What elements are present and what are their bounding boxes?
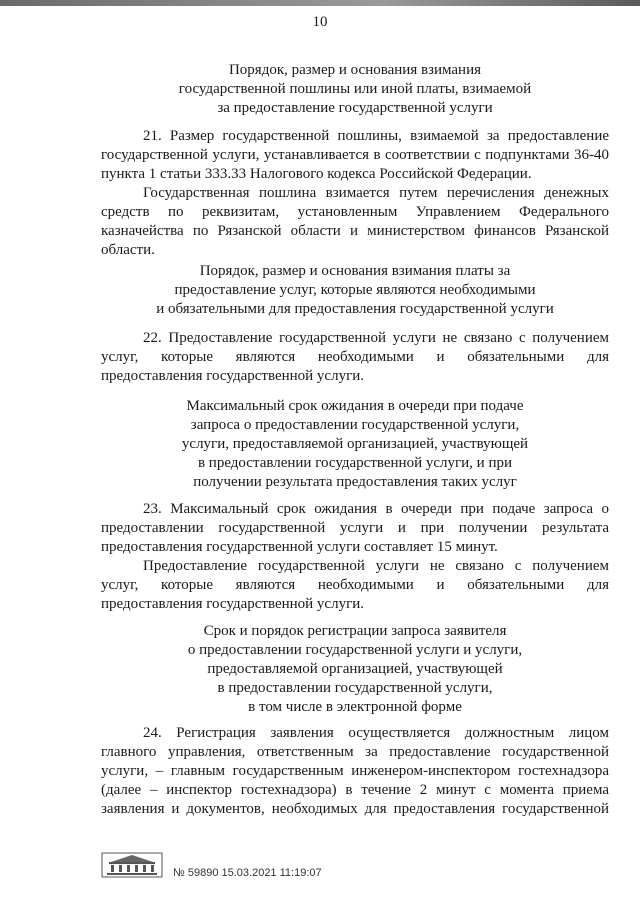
- section-heading: [100, 397, 610, 492]
- heading-line: Максимальный срок ожидания в очереди при подаче: [186, 398, 524, 414]
- document-footer: [101, 852, 401, 882]
- text-line: пункта 1 статьи 333.33 Налогового кодекса Российской Федерации.: [101, 166, 532, 182]
- scan-edge: [0, 0, 640, 6]
- text-line: казначейства по Рязанской области и министерством финансов Рязанской: [101, 223, 609, 239]
- heading-line: Порядок, размер и основания взимания платы за: [199, 263, 511, 279]
- heading-line: Срок и порядок регистрации запроса заявителя: [203, 623, 507, 639]
- paragraph-24: [101, 724, 609, 819]
- paragraph-21: [101, 127, 609, 260]
- text-line: области.: [101, 242, 155, 258]
- paragraph-23: [101, 500, 609, 614]
- heading-line: предоставляемой организацией, участвующей: [207, 661, 503, 677]
- text-line: главного управления, ответственным за предоставление государственной: [101, 744, 609, 760]
- text-line: 22. Предоставление государственной услуги не связано с получением: [143, 330, 609, 346]
- page-number: 10: [312, 14, 328, 30]
- text-line: заявления и документов, необходимых для предоставления государственной: [101, 801, 609, 817]
- heading-line: запроса о предоставлении государственной услуги,: [190, 417, 520, 433]
- text-line: предоставления государственной услуги.: [101, 368, 365, 384]
- heading-line: и обязательными для предоставления государственной услуги: [156, 301, 554, 317]
- text-line: 24. Регистрация заявления осуществляется должностным лицом: [143, 725, 609, 741]
- text-line: (далее – инспектор гостехнадзора) в течение 2 минут с момента приема: [101, 782, 609, 798]
- heading-line: получении результата предоставления таких услуг: [193, 474, 517, 490]
- heading-line: государственной пошлины или иной платы, взимаемой: [178, 81, 532, 97]
- heading-line: о предоставлении государственной услуги и услуги,: [187, 642, 523, 658]
- text-line: услуги, – главным государственным инженером-инспектором гостехнадзора: [101, 763, 609, 779]
- registry-stamp-icon: [101, 852, 163, 878]
- text-line: 21. Размер государственной пошлины, взимаемой за предоставление: [143, 128, 609, 144]
- text-line: услуг, которые являются необходимыми и обязательными для: [101, 577, 609, 593]
- heading-line: в предоставлении государственной услуги, и при: [197, 455, 513, 471]
- text-line: предоставлении государственной услуги и при получении результата: [101, 520, 609, 536]
- text-line: предоставления государственной услуги.: [101, 596, 365, 612]
- text-line: Государственная пошлина взимается путем перечисления денежных: [143, 185, 609, 201]
- heading-line: за предоставление государственной услуги: [217, 100, 493, 116]
- document-registration-ref: № 59890 15.03.2021 11:19:07: [173, 867, 322, 879]
- section-heading: [100, 262, 610, 319]
- heading-line: Порядок, размер и основания взимания: [228, 62, 482, 78]
- text-line: предоставления государственной услуги составляет 15 минут.: [101, 539, 498, 555]
- heading-line: услуги, предоставляемой организацией, участвующей: [181, 436, 529, 452]
- heading-line: предоставление услуг, которые являются необходимыми: [174, 282, 536, 298]
- heading-line: в предоставлении государственной услуги,: [217, 680, 493, 696]
- section-heading: [100, 61, 610, 118]
- paragraph-22: [101, 329, 609, 386]
- text-line: Предоставление государственной услуги не связано с получением: [143, 558, 609, 574]
- text-line: государственной услуги, устанавливается в соответствии с подпунктами 36-40: [101, 147, 609, 163]
- text-line: услуг, которые являются необходимыми и обязательными для: [101, 349, 609, 365]
- heading-line: в том числе в электронной форме: [248, 699, 462, 715]
- section-heading: [100, 622, 610, 717]
- text-line: 23. Максимальный срок ожидания в очереди при подаче запроса о: [143, 501, 609, 517]
- text-line: средств по реквизитам, установленным Управлением Федерального: [101, 204, 609, 220]
